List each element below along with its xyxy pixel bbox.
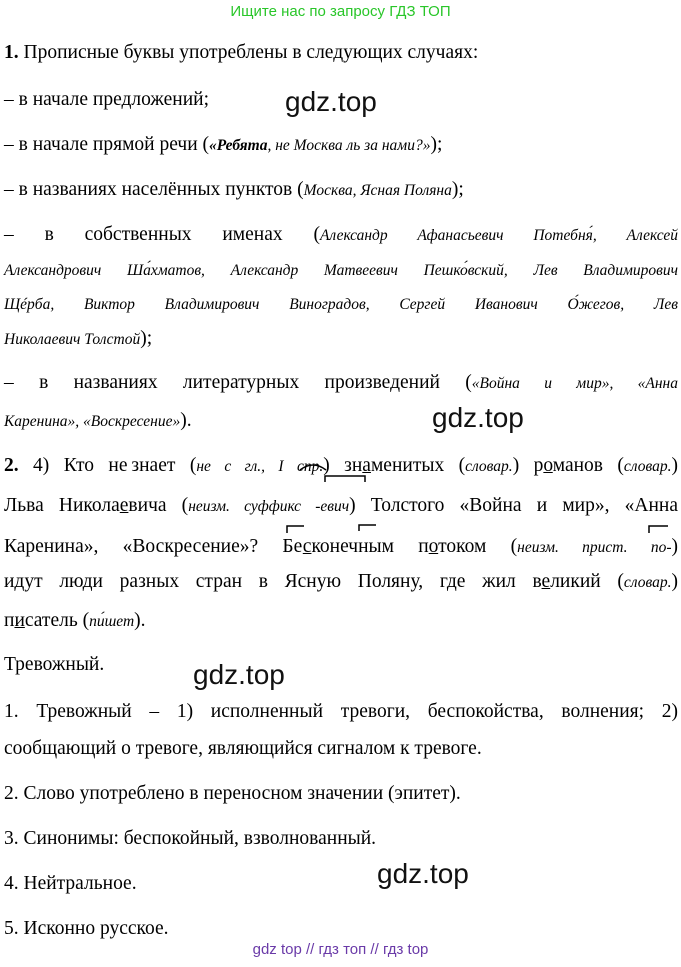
section3-p1-line1: 1. Тревожный – 1) исполненный тревоги, беспокойства, волнения; 2) (4, 701, 678, 722)
note: не с гл., I спр. (196, 458, 324, 475)
text: ). (180, 410, 192, 431)
footer-separator: // (366, 941, 383, 958)
text: ) Толстого «Война и мир», «Анна (349, 495, 678, 516)
example-names: Николаевич Толстой (4, 331, 141, 348)
text: ). (134, 610, 146, 631)
note: пи́шет (89, 613, 135, 630)
underlined-letter: е (541, 571, 551, 592)
text: ); (430, 134, 443, 155)
text: менитых ( (370, 455, 466, 476)
text: Льва Никола (4, 495, 120, 516)
section1-number: 1. (4, 42, 19, 63)
example-titles: Каренина», «Воскресение» (4, 413, 181, 430)
section3-p2: 2. Слово употреблено в переносном значении (эпитет). (4, 783, 461, 804)
text: ( (175, 455, 197, 476)
footer-link-gdz-top-ru[interactable]: гдз топ (318, 941, 367, 958)
text: ) (671, 571, 678, 592)
section3-p3: 3. Синонимы: беспокойный, взволнованный. (4, 828, 377, 849)
section1-item4-line3: Щéрба, Виктор Владимирович Виноградов, Сергей Иванович О́жегов, Лев (4, 296, 678, 313)
prefix-mark (359, 525, 376, 531)
section1-item1: – в начале предложений; (4, 89, 210, 110)
underlined-letter: о (543, 455, 553, 476)
header-search-link[interactable]: Ищите нас по запросу ГДЗ ТОП (230, 3, 451, 20)
root-arc-mark (300, 465, 326, 470)
note: неизм. суффикс -евич (188, 498, 350, 515)
watermark: gdz.top (285, 86, 377, 117)
quote-rest: , не Москва ль за нами?» (267, 137, 431, 154)
text: – в названиях населённых пунктов ( (4, 179, 304, 200)
footer-link-gdz-top[interactable]: gdz top (252, 941, 302, 958)
text: Каренина», «Воскресение»? Бе (4, 536, 303, 557)
intro-text: Прописные буквы употреблены в следующих случаях: (18, 42, 479, 63)
footer-separator: // (301, 941, 319, 958)
prefix-mark (287, 526, 304, 533)
underlined-letter: о (428, 536, 439, 557)
note: словар. (465, 458, 513, 475)
note: неизм. прист. по- (517, 539, 672, 556)
text: – в названиях литературных произведений ( (4, 372, 472, 393)
section1-item4-line2: Александрович Ша́хматов, Александр Матвеевич Пешко́вский, Лев Владимирович (4, 262, 678, 279)
text: ) (671, 536, 678, 557)
text: идут люди разных стран в Ясную Поляну, где жил в (4, 571, 542, 592)
section3-title: Тревожный. (4, 654, 105, 675)
underlined-letter: и (14, 610, 25, 631)
watermark: gdz.top (432, 402, 524, 433)
text: ); (140, 328, 153, 349)
text: п (4, 610, 15, 631)
section3-p1-line2: сообщающий о тревоге, являющийся сигналом к тревоге. (4, 738, 482, 759)
text: ) р (512, 455, 544, 476)
footer-links (0, 941, 681, 958)
prefix-mark (649, 526, 668, 533)
underlined-letter: е (119, 495, 129, 516)
bold-word: «Ребята (209, 137, 268, 154)
text: 4) Кто не (18, 455, 128, 476)
underlined-letter: а (362, 455, 371, 476)
text: знает (131, 455, 176, 476)
section3-p5: 5. Исконно русское. (4, 918, 169, 939)
text: манов ( (552, 455, 624, 476)
text: ) зн (323, 455, 363, 476)
section3-p4: 4. Нейтральное. (4, 873, 137, 894)
text: сатель ( (24, 610, 90, 631)
underlined-letter: с (302, 536, 312, 557)
example-names: Александр Афанасьевич Потебня́, Алексей (319, 227, 678, 244)
section2-number: 2. (4, 455, 19, 476)
text: вича ( (128, 495, 189, 516)
text: ликий ( (550, 571, 624, 592)
suffix-mark (325, 476, 365, 482)
watermark: gdz.top (377, 858, 469, 889)
watermark: gdz.top (193, 659, 285, 690)
note: словар. (623, 458, 672, 475)
text: конечным п (311, 536, 429, 557)
footer-link-gdz-top-mixed[interactable]: гдз top (382, 941, 429, 958)
text: током ( (438, 536, 518, 557)
example-titles: «Война и мир», «Анна (471, 375, 678, 392)
text: – в собственных именах ( (4, 224, 320, 245)
text: – в начале прямой речи ( (4, 134, 209, 155)
text: ); (451, 179, 464, 200)
note: словар. (623, 574, 672, 591)
text: ) (671, 455, 678, 476)
example-places: Москва, Ясная Поляна (303, 182, 452, 199)
